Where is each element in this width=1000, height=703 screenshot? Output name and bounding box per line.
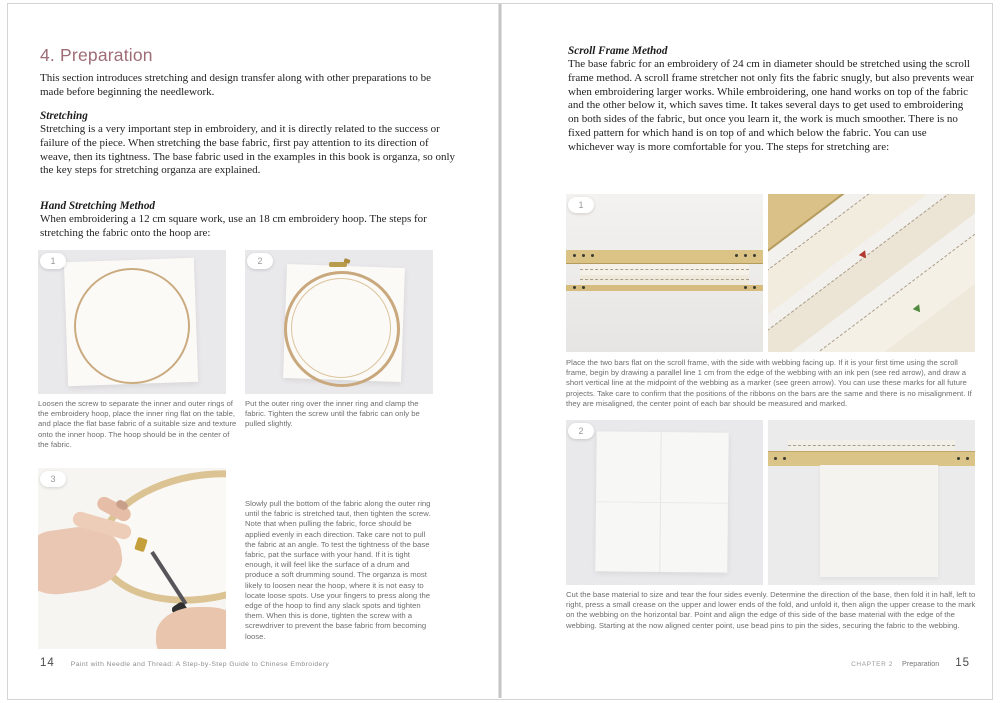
- step-number-badge: [40, 471, 66, 487]
- step-number-badge: [568, 197, 594, 213]
- wooden-bar: [768, 451, 975, 466]
- step-caption: Cut the base material to size and tear the four sides evenly. Determine the direction of the base, then fold it in half, left to right, press a small crease on the upper and lower ends of the fold, and unfold it, then align the upper crease to the mark on the webbing on the horizontal bar. Point and align the edge of this side of the base material with the edge of the webbing. Starting at the now aligned center point, use bead pins to pin the sides, securing the fabric to the webbing.: [566, 590, 976, 630]
- closeup-rotated-group: [768, 194, 975, 352]
- heading-scroll-frame-method: Scroll Frame Method: [568, 45, 668, 57]
- footer-section-label: Preparation: [902, 659, 940, 668]
- step-photo-webbing-closeup: [768, 194, 975, 352]
- step-number: 2: [578, 426, 584, 436]
- step-number: 1: [578, 200, 584, 210]
- footer-left: [40, 656, 329, 670]
- wooden-bar-top: [566, 250, 763, 264]
- webbing-strip: [580, 275, 749, 285]
- webbing-strip: [580, 264, 749, 275]
- step-number: 3: [50, 474, 56, 484]
- footer-chapter-label: CHAPTER 2: [851, 661, 894, 668]
- step-number-badge: [40, 253, 66, 269]
- wooden-bar-bottom: [566, 285, 763, 291]
- step-photo-base-fabric: [566, 420, 763, 585]
- step-number-badge: [568, 423, 594, 439]
- intro-paragraph: This section introduces stretching and design transfer along with other preparations to be made before beginning the needlework.: [40, 72, 432, 98]
- heading-hand-stretching-method: Hand Stretching Method: [40, 200, 156, 212]
- fabric-square: [595, 431, 728, 572]
- heading-stretching: Stretching: [40, 110, 88, 122]
- page-number: 14: [40, 657, 55, 669]
- hand-method-paragraph: When embroidering a 12 cm square work, use an 18 cm embroidery hoop. The steps for stretching the fabric onto the hoop are:: [40, 213, 427, 239]
- step-caption: Place the two bars flat on the scroll frame, with the side with webbing facing up. If it is your first time using the scroll frame, begin by drawing a parallel line 1 cm from the edge of the webbing with an ink pen (see red arrow), and draw a short vertical line at the midpoint of the webbing as a marker (see green arrow). You can use these marks for all future projects. Take care to confirm that the positions of the ribbons on the bars are the same and there is no misalignment. If they are misaligned, the center point of each bar should be measured and marked.: [566, 358, 972, 408]
- step-caption: Put the outer ring over the inner ring and clamp the fabric. Tighten the screw until the fabric can only be pulled slightly.: [245, 399, 420, 429]
- step-photo-hoop-outer-ring: [245, 250, 433, 394]
- step-photo-scroll-bars: [566, 194, 763, 352]
- footer-right: [851, 656, 970, 670]
- scroll-method-paragraph: The base fabric for an embroidery of 24 cm in diameter should be stretched using the scroll frame method. A scroll frame stretcher not only fits the fabric snugly, but also prevents wear when embroidering larger works. While embroidering, one hand works on top of the fabric and the other below it, which saves time. It takes several days to get used to embroidering on both sides of the fabric, but once you learn it, the work is much smoother. There is no fixed pattern for which hand is on top of and which below the fabric. You can use whichever way is more comfortable for you. The steps for stretching are:: [568, 58, 974, 153]
- page-number: 15: [955, 657, 970, 669]
- footer-book-title: Paint with Needle and Thread: A Step-by-Step Guide to Chinese Embroidery: [70, 661, 330, 668]
- page-title: 4. Preparation: [40, 45, 153, 65]
- hoop-screw-icon: [329, 262, 347, 267]
- embroidery-hoop-inner-ring: [291, 278, 391, 378]
- webbing-strip: [788, 440, 955, 451]
- step-caption: Loosen the screw to separate the inner and outer rings of the embroidery hoop, place the inner ring flat on the table, and place the flat base fabric of a suitable size and texture onto the inner hoop. The hoop should be in the center of the fabric.: [38, 399, 237, 449]
- stretching-paragraph: Stretching is a very important step in embroidery, and it is directly related to the success or failure of the piece. When stretching the base fabric, first pay attention to its direction of weave, then its tightness. The base fabric used in the examples in this book is organza, so only the key steps for stretching organza are explained.: [40, 123, 456, 177]
- embroidery-hoop-ring: [74, 268, 190, 384]
- step-photo-hoop-inner-ring: [38, 250, 226, 394]
- hanging-fabric: [820, 465, 938, 577]
- book-gutter: [498, 4, 502, 698]
- right-hand: [156, 607, 226, 649]
- step-photo-fabric-pinned-to-bar: [768, 420, 975, 585]
- step-number-badge: [247, 253, 273, 269]
- step-number: 2: [257, 256, 263, 266]
- step-caption: Slowly pull the bottom of the fabric along the outer ring until the fabric is stretched taut, then tighten the screw. Note that when pulling the fabric, force should be applied evenly in each direction. Take care not to pull the fabric at an angle. To test the tightness of the base fabric, pat the surface with your hand. If it is tight enough, it will feel like the surface of a drum and produce a soft drumming sound. The organza is most likely to loosen near the hoop, where it is not easy to locate loose spots. Use your fingers to press along the edge of the hoop to find any slack spots and tighten them. When this is done, tighten the screw with a screwdriver to prevent the base fabric from becoming loose.: [245, 499, 431, 641]
- step-photo-screwdriver-tightening: [38, 468, 226, 649]
- step-number: 1: [50, 256, 56, 266]
